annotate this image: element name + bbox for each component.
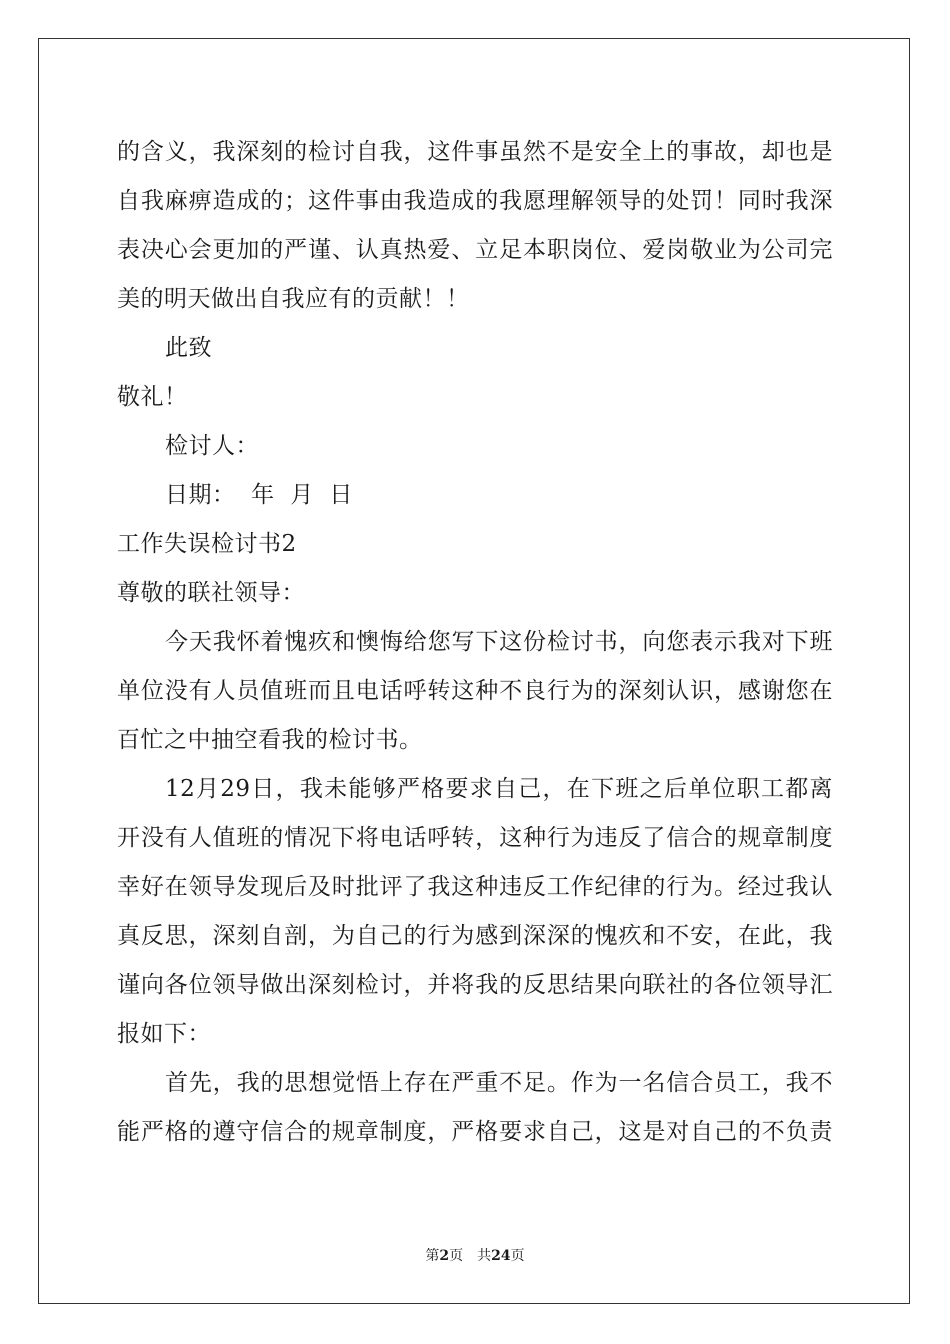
total-pages: 24 [491, 1248, 511, 1264]
total-prefix: 共 [477, 1248, 492, 1264]
text-line: 单位没有人员值班而且电话呼转这种不良行为的深刻认识，感谢您在 [117, 678, 833, 704]
document-body [117, 128, 833, 1157]
text-line: 报如下： [117, 1021, 211, 1047]
text-line: 开没有人值班的情况下将电话呼转，这种行为违反了信合的规章制度 [117, 825, 833, 851]
page-suffix: 页 [449, 1248, 464, 1264]
text-line: 真反思，深刻自剖，为自己的行为感到深深的愧疚和不安，在此，我 [117, 923, 833, 949]
paragraph-incident [117, 765, 833, 1059]
page-footer [0, 1246, 950, 1266]
text-line: 谨向各位领导做出深刻检讨，并将我的反思结果向联社的各位领导汇 [117, 972, 833, 998]
paragraph-intro [117, 618, 833, 765]
closing-respect: 敬礼！ [117, 384, 188, 410]
text-line: 首先，我的思想觉悟上存在严重不足。作为一名信合员工，我不 [165, 1070, 833, 1096]
section-title: 工作失误检讨书2 [117, 531, 297, 557]
text-line: 今天我怀着愧疚和懊悔给您写下这份检讨书，向您表示我对下班 [165, 629, 833, 655]
text-line: 美的明天做出自我应有的贡献！！ [117, 286, 470, 312]
text-line: 能严格的遵守信合的规章制度，严格要求自己，这是对自己的不负责 [117, 1119, 833, 1145]
greeting: 尊敬的联社领导： [117, 580, 305, 606]
page-prefix: 第 [425, 1248, 440, 1264]
paragraph-reflection [117, 1059, 833, 1157]
closing-salutation: 此致 [165, 335, 212, 361]
text-line: 12月29日，我未能够严格要求自己，在下班之后单位职工都离 [165, 776, 833, 802]
page-number: 2 [439, 1248, 450, 1264]
date-label: 日期： 年 月 日 [165, 482, 353, 508]
text-line: 百忙之中抽空看我的检讨书。 [117, 727, 423, 753]
total-suffix: 页 [510, 1248, 525, 1264]
paragraph-continuation [117, 128, 833, 324]
text-line: 表决心会更加的严谨、认真热爱、立足本职岗位、爱岗敬业为公司完 [117, 237, 833, 263]
text-line: 的含义，我深刻的检讨自我，这件事虽然不是安全上的事故，却也是 [117, 139, 833, 165]
text-line: 自我麻痹造成的；这件事由我造成的我愿理解领导的处罚！同时我深 [117, 188, 833, 214]
signer-label: 检讨人： [165, 433, 259, 459]
text-line: 幸好在领导发现后及时批评了我这种违反工作纪律的行为。经过我认 [117, 874, 833, 900]
